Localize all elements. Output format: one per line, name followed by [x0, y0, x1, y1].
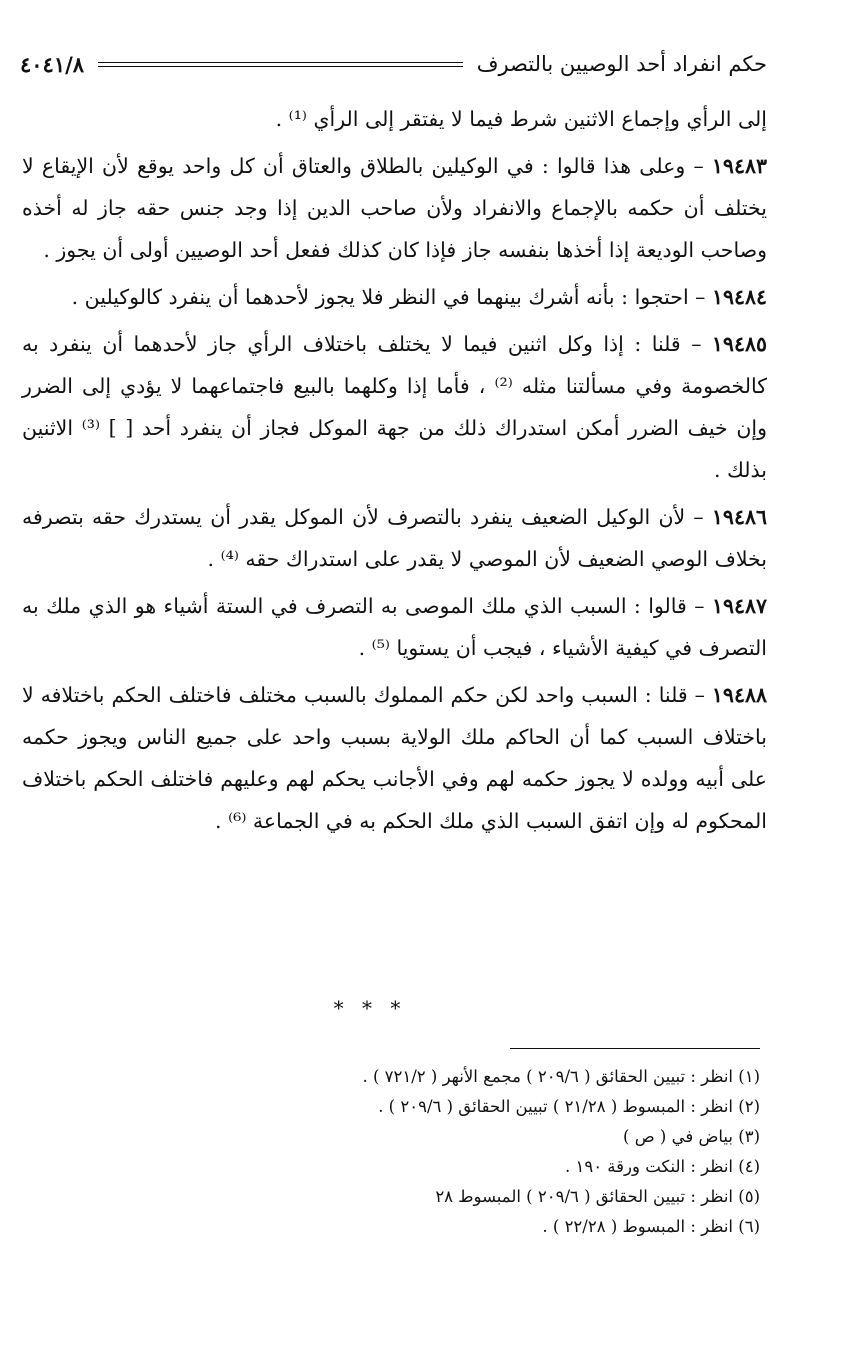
- paragraph-19487: [22, 585, 767, 669]
- footnotes: [40, 1062, 760, 1242]
- running-header: [20, 46, 767, 82]
- paragraph-text: – قلنا : إذا وكل اثنين فيما لا يختلف باختلاف الرأي جاز لأحدهما أن ينفرد به كالخصومة وفي مسألتنا مثله ⁽²⁾ ، فأما إذا وكلهما بالبيع فاجتماعهما لا يؤدي إلى الضرر وإن خيف الضرر أمكن استدراك ذلك من جهة الموكل فجاز أن ينفرد أحد [ ] ⁽³⁾ الاثنين بذلك .: [22, 332, 767, 482]
- footnote-5: (٥) انظر : تبيين الحقائق ( ٢٠٩/٦ ) المبسوط ٢٨: [435, 1187, 760, 1206]
- footnote-4: (٤) انظر : النكت ورقة ١٩٠ .: [564, 1157, 760, 1176]
- footnote-2: (٢) انظر : المبسوط ( ٢١/٢٨ ) تبيين الحقائق ( ٢٠٩/٦ ) .: [378, 1097, 760, 1116]
- header-double-rule: [98, 62, 463, 67]
- footnote-rule: [510, 1048, 760, 1049]
- paragraph-19484: [22, 276, 767, 318]
- paragraph-number: ١٩٤٨٤: [711, 285, 767, 309]
- paragraph-text: – لأن الوكيل الضعيف ينفرد بالتصرف لأن الموكل يقدر أن يستدرك حقه بتصرفه بخلاف الوصي الضعيف لأن الموصي لا يقدر على استدراك حقه ⁽⁴⁾ .: [22, 505, 767, 571]
- footnote-1: (١) انظر : تبيين الحقائق ( ٢٠٩/٦ ) مجمع الأنهر ( ٧٢١/٢ ) .: [362, 1067, 760, 1086]
- paragraph-19488: [22, 674, 767, 842]
- paragraph-number: ١٩٤٨٧: [711, 594, 767, 618]
- paragraph-number: ١٩٤٨٣: [711, 154, 767, 178]
- paragraph-text: إلى الرأي وإجماع الاثنين شرط فيما لا يفتقر إلى الرأي ⁽¹⁾ .: [275, 107, 767, 131]
- paragraph-continuation: [22, 98, 767, 140]
- paragraph-19483: [22, 145, 767, 271]
- footnote-3: (٣) بياض في ( ص ): [623, 1127, 760, 1146]
- paragraph-number: ١٩٤٨٨: [711, 683, 767, 707]
- main-text: [22, 98, 767, 847]
- paragraph-text: – قالوا : السبب الذي ملك الموصى به التصرف في الستة أشياء هو الذي ملك به التصرف في كيفية الأشياء ، فيجب أن يستويا ⁽⁵⁾ .: [22, 594, 767, 660]
- paragraph-number: ١٩٤٨٥: [711, 332, 767, 356]
- paragraph-text: – احتجوا : بأنه أشرك بينهما في النظر فلا يجوز لأحدهما أن ينفرد كالوكيلين .: [71, 285, 706, 309]
- paragraph-text: – قلنا : السبب واحد لكن حكم المملوك بالسبب مختلف فاختلف الحكم باختلافه لا باختلاف السبب كما أن الحاكم ملك الولاية بسبب واحد على جميع الناس ويجوز حكمه على أبيه وولده لا يجوز حكمه لهم وفي الأجانب يحكم لهم وعليهم فاختلف الحكم باختلاف المحكوم له وإن اتفق السبب الذي ملك الحكم به في الجماعة ⁽⁶⁾ .: [22, 683, 767, 833]
- chapter-title: حكم انفراد أحد الوصيين بالتصرف: [476, 52, 767, 76]
- paragraph-19486: [22, 496, 767, 580]
- footnote-6: (٦) انظر : المبسوط ( ٢٢/٢٨ ) .: [542, 1217, 760, 1236]
- paragraph-text: – وعلى هذا قالوا : في الوكيلين بالطلاق والعتاق أن كل واحد يوقع لأن الإيقاع لا يختلف أن حكمه بالإجماع والانفراد ولأن صاحب الدين إذا وجد جنس حقه جاز له أخذه وصاحب الوديعة إذا أخذها بنفسه جاز فإذا كان كذلك ففعل أحد الوصيين أولى أن يجوز .: [22, 154, 767, 262]
- paragraph-19485: [22, 323, 767, 491]
- page-reference: ٤٠٤١/٨: [20, 51, 85, 77]
- paragraph-number: ١٩٤٨٦: [711, 505, 767, 529]
- section-separator: * * *: [333, 996, 407, 1020]
